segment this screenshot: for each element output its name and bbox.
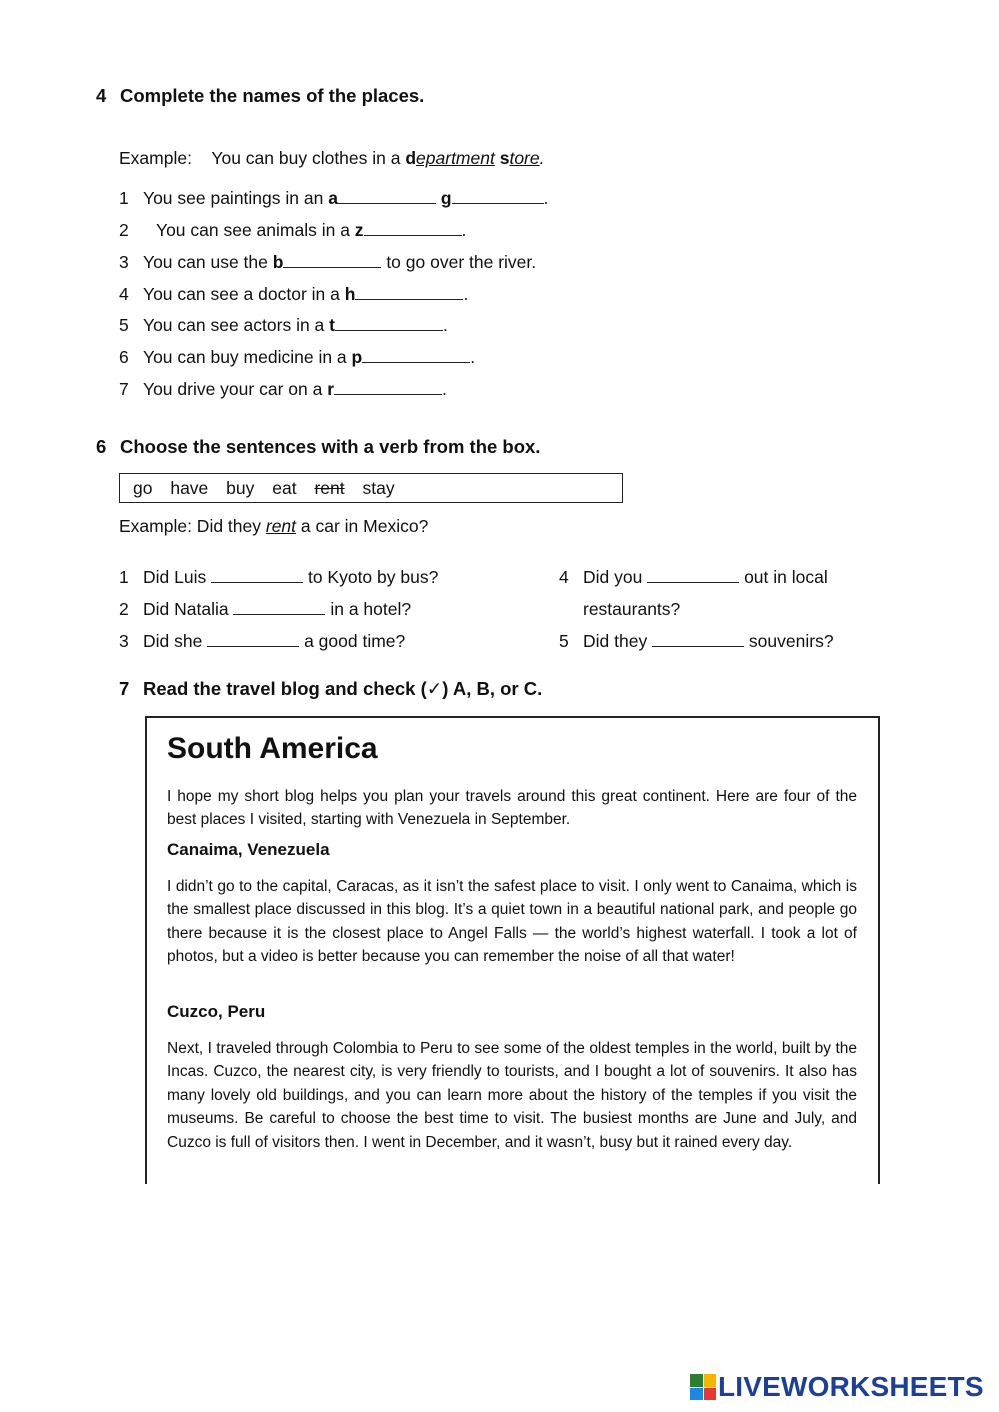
word-box-item: stay — [362, 478, 395, 498]
blog-title: South America — [167, 732, 378, 765]
word-box-item: go — [133, 478, 153, 498]
answer-blank[interactable] — [647, 568, 739, 583]
answer-blank[interactable] — [338, 189, 436, 204]
list-item: 7 You drive your car on a r . — [119, 379, 447, 399]
logo-text: LIVEWORKSHEETS — [718, 1371, 984, 1402]
answer-blank[interactable] — [334, 380, 442, 395]
answer-blank[interactable] — [335, 316, 443, 331]
liveworksheets-logo — [690, 1372, 984, 1402]
blog-paragraph-canaima: I didn’t go to the capital, Caracas, as it isn’t the safest place to visit. I only went to Canaima, which is the smallest place discussed in this blog. It’s a quiet town in a beautiful national park, and people go there because it is the closest place to Angel Falls — the world’s highest waterfall. I took a lot of photos, but a video is better because you can remember the noise of all that water! — [167, 878, 857, 966]
blog-paragraph-cuzco: Next, I traveled through Colombia to Peru to see some of the oldest temples in the world, built by the Incas. Cuzco, the nearest city, is very friendly to tourists, and I bought a lot of souvenirs. It also has many lovely old buildings, and you can learn more about the history of the temples if you visit the museums. Be careful to choose the best time to visit. The busiest months are June and July, and Cuzco is full of visitors then. I went in December, and it wasn’t, busy but it rained every day. — [167, 1040, 857, 1151]
word-box-item: buy — [226, 478, 255, 498]
liveworksheets-mark-icon — [690, 1374, 716, 1400]
list-item: 4 You can see a doctor in a h . — [119, 284, 469, 304]
list-item: 3 You can use the b to go over the river. — [119, 252, 537, 272]
section-7-title: Read the travel blog and check (✓) A, B, or C. — [143, 678, 543, 699]
section-6-heading: 6 Choose the sentences with a verb from the box. — [96, 436, 541, 457]
section-6-title: Choose the sentences with a verb from the box. — [120, 436, 541, 457]
list-item: 1 Did Luis to Kyoto by bus? — [119, 567, 439, 587]
list-item-continuation: restaurants? — [583, 599, 681, 619]
list-item: 4 Did you out in local — [559, 567, 828, 587]
list-item: 2 Did Natalia in a hotel? — [119, 599, 412, 619]
answer-blank[interactable] — [355, 285, 463, 300]
word-box-item: eat — [272, 478, 297, 498]
blog-subheading-canaima: Canaima, Venezuela — [167, 840, 330, 859]
section-4-example: Example: You can buy clothes in a department store. — [119, 148, 545, 168]
section-4-title: Complete the names of the places. — [120, 85, 425, 106]
answer-blank[interactable] — [362, 348, 470, 363]
blog-intro: I hope my short blog helps you plan your travels around this great continent. Here are four of the best places I visited, starting with Venezuela in September. — [167, 788, 857, 829]
answer-blank[interactable] — [211, 568, 303, 583]
list-item: 5 Did they souvenirs? — [559, 631, 834, 651]
section-4-heading: 4 Complete the names of the places. — [96, 85, 425, 106]
list-item: 6 You can buy medicine in a p . — [119, 347, 476, 367]
list-item: 1 You see paintings in an a g . — [119, 188, 549, 208]
list-item: 5 You can see actors in a t . — [119, 315, 448, 335]
answer-blank[interactable] — [283, 253, 381, 268]
answer-blank[interactable] — [452, 189, 544, 204]
word-box-item: have — [170, 478, 209, 498]
list-item: 3 Did she a good time? — [119, 631, 406, 651]
answer-blank[interactable] — [364, 221, 462, 236]
word-box-item-used: rent — [314, 478, 345, 498]
travel-blog-box — [145, 716, 880, 1184]
answer-blank[interactable] — [652, 632, 744, 647]
answer-blank[interactable] — [233, 600, 325, 615]
section-6-example: Example: Did they rent a car in Mexico? — [119, 516, 429, 536]
section-7-heading: 7 Read the travel blog and check (✓) A, B, or C. — [119, 678, 543, 699]
answer-blank[interactable] — [207, 632, 299, 647]
blog-subheading-cuzco: Cuzco, Peru — [167, 1002, 266, 1021]
list-item: 2 You can see animals in a z . — [119, 220, 467, 240]
word-box — [119, 473, 623, 503]
